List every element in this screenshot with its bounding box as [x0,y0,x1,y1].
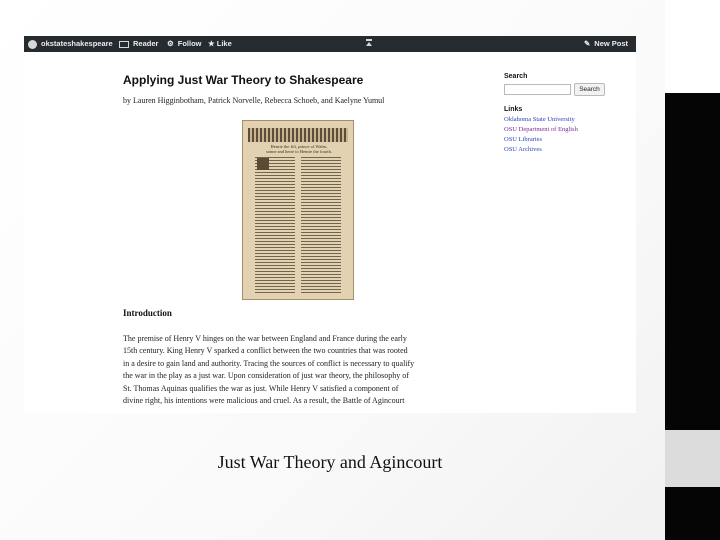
new-post-label: New Post [594,39,629,48]
folio-drop-capital [257,158,269,170]
paragraph-line: divine right, his intentions were malicious and cruel. As a result, the Battle of Agincourt [123,395,405,405]
folio-text-column-left [255,157,295,295]
site-menu[interactable] [28,36,113,52]
folio-header-line-2: sonne and heire to Henrie the fourth. [265,149,333,154]
paragraph-line: 15th century. King Henry V sparked a conflict between the two countries that was rooted [123,346,408,356]
site-name: okstateshakespeare [41,39,113,48]
slide-decoration-gray-bar [665,430,720,487]
collapse-toggle-icon[interactable] [366,39,372,47]
link-osu-archives[interactable]: OSU Archives [504,146,542,153]
ornament-band [248,128,348,142]
website-screenshot [24,36,636,413]
article-title[interactable]: Applying Just War Theory to Shakespeare [123,73,364,87]
like-label: Like [216,39,232,48]
follow-button[interactable] [167,36,201,52]
reader-button[interactable] [119,36,158,52]
reader-icon [119,41,129,48]
paragraph-line: The premise of Henry V hinges on the war between England and France during the early [123,334,407,343]
slide-decoration-top [665,0,720,93]
slide-decoration-bottom-bar [665,487,720,540]
slide-decoration-black-bar [665,93,720,430]
new-post-button[interactable] [584,36,628,52]
reader-label: Reader [133,39,159,48]
link-oklahoma-state-university[interactable]: Oklahoma State University [504,116,575,123]
search-button[interactable]: Search [574,83,605,96]
article-byline: by Lauren Higginbotham, Patrick Norvelle, Rebecca Schoeb, and Kaelyne Yumul [123,96,385,105]
follow-label: Follow [177,39,202,48]
follow-icon: ⚙ [167,39,174,48]
links-widget-title: Links [504,106,523,113]
like-button[interactable] [208,36,232,52]
link-osu-department-of-english[interactable]: OSU Department of English [504,126,578,133]
paragraph-line: in a desire to gain land and authority. Tracing the sources of conflict is necessary to qualify [123,358,415,368]
wordpress-logo-icon [28,40,37,49]
paragraph-line: St. Thomas Aquinas qualifies the war as just. While Henry V satisfied a component of [123,383,399,393]
slide-caption: Just War Theory and Agincourt [217,452,443,472]
search-widget-title: Search [504,73,528,80]
introduction-paragraph [123,333,483,407]
paragraph-line: the war in the play as a just war. Upon consideration of just war theory, the philosophy of [123,371,409,381]
introduction-heading: Introduction [123,308,172,318]
pencil-icon: ✎ [584,39,591,48]
folio-header-line-1: Henrie the fift, prince of Wales, [270,144,328,149]
search-input[interactable] [504,84,571,95]
star-icon: ★ [208,39,215,48]
link-osu-libraries[interactable]: OSU Libraries [504,136,543,143]
folio-header [257,144,341,154]
folio-text-column-right [301,157,341,295]
links-list [504,115,578,155]
wordpress-admin-bar [24,36,636,52]
folio-page-image [242,120,354,300]
